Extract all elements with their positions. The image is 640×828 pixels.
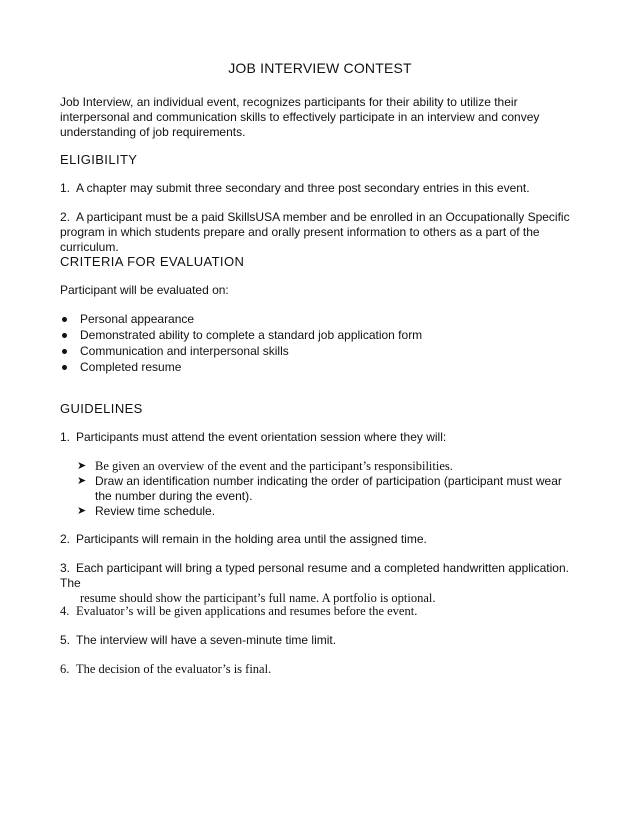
item-number: 3. bbox=[60, 561, 71, 575]
item-text: The decision of the evaluator’s is final. bbox=[76, 662, 272, 676]
item-number: 4. bbox=[60, 604, 70, 618]
item-text: Participants will remain in the holding area until the assigned time. bbox=[76, 532, 427, 546]
item-text: Participants must attend the event orientation session where they will: bbox=[76, 430, 447, 444]
guidelines-heading: GUIDELINES bbox=[60, 401, 143, 416]
list-item: Personal appearance bbox=[60, 312, 422, 328]
guidelines-item-5 bbox=[60, 633, 585, 648]
item-text-continued: resume should show the participant’s full name. A portfolio is optional. bbox=[80, 591, 436, 605]
item-number: 2. bbox=[60, 210, 71, 224]
guidelines-item-2 bbox=[60, 532, 585, 547]
bullet-icon bbox=[62, 333, 67, 338]
item-number: 1. bbox=[60, 181, 71, 195]
criteria-heading: CRITERIA FOR EVALUATION bbox=[60, 254, 245, 269]
guidelines-item-4 bbox=[60, 604, 585, 619]
criteria-lead: Participant will be evaluated on: bbox=[60, 283, 229, 297]
eligibility-item-1 bbox=[60, 181, 585, 196]
list-item: Communication and interpersonal skills bbox=[60, 344, 422, 360]
item-number: 5. bbox=[60, 633, 71, 647]
bullet-icon bbox=[62, 349, 67, 354]
list-item: ➤ Be given an overview of the event and the participant’s responsibilities. bbox=[77, 459, 453, 473]
guidelines-item-6 bbox=[60, 662, 585, 677]
item-text: Evaluator’s will be given applications and resumes before the event. bbox=[76, 604, 418, 618]
bullet-icon bbox=[62, 365, 67, 370]
intro-paragraph: Job Interview, an individual event, recognizes participants for their ability to utilize their interpersonal and communication skills to effectively participate in an interview and convey understanding of job requirements. bbox=[60, 95, 540, 139]
item-text: A chapter may submit three secondary and three post secondary entries in this event. bbox=[76, 181, 530, 195]
arrow-right-icon: ➤ bbox=[77, 505, 87, 517]
item-text: The interview will have a seven-minute time limit. bbox=[76, 633, 337, 647]
arrow-right-icon: ➤ bbox=[77, 460, 87, 472]
list-item: ➤ Review time schedule. bbox=[77, 504, 216, 518]
guidelines-item-3 bbox=[60, 561, 590, 606]
guidelines-sublist bbox=[77, 459, 577, 519]
item-number: 2. bbox=[60, 532, 71, 546]
eligibility-item-2 bbox=[60, 210, 580, 255]
page-title: JOB INTERVIEW CONTEST bbox=[228, 60, 412, 76]
bullet-icon bbox=[62, 317, 67, 322]
criteria-list bbox=[60, 312, 422, 376]
item-number: 1. bbox=[60, 430, 71, 444]
item-text: A participant must be a paid SkillsUSA member and be enrolled in an Occupationally Specific program in which students prepare and orally present information to others as a part of the curriculum. bbox=[60, 210, 570, 254]
list-item: Completed resume bbox=[60, 360, 422, 376]
guidelines-item-1 bbox=[60, 430, 585, 445]
eligibility-heading: ELIGIBILITY bbox=[60, 152, 138, 167]
list-item: ➤ Draw an identification number indicating the order of participation (participant must wear the number during the event). bbox=[77, 474, 562, 503]
arrow-right-icon: ➤ bbox=[77, 475, 87, 487]
list-item: Demonstrated ability to complete a standard job application form bbox=[60, 328, 422, 344]
item-text: Each participant will bring a typed personal resume and a completed handwritten application. The bbox=[60, 561, 569, 590]
item-number: 6. bbox=[60, 662, 70, 676]
